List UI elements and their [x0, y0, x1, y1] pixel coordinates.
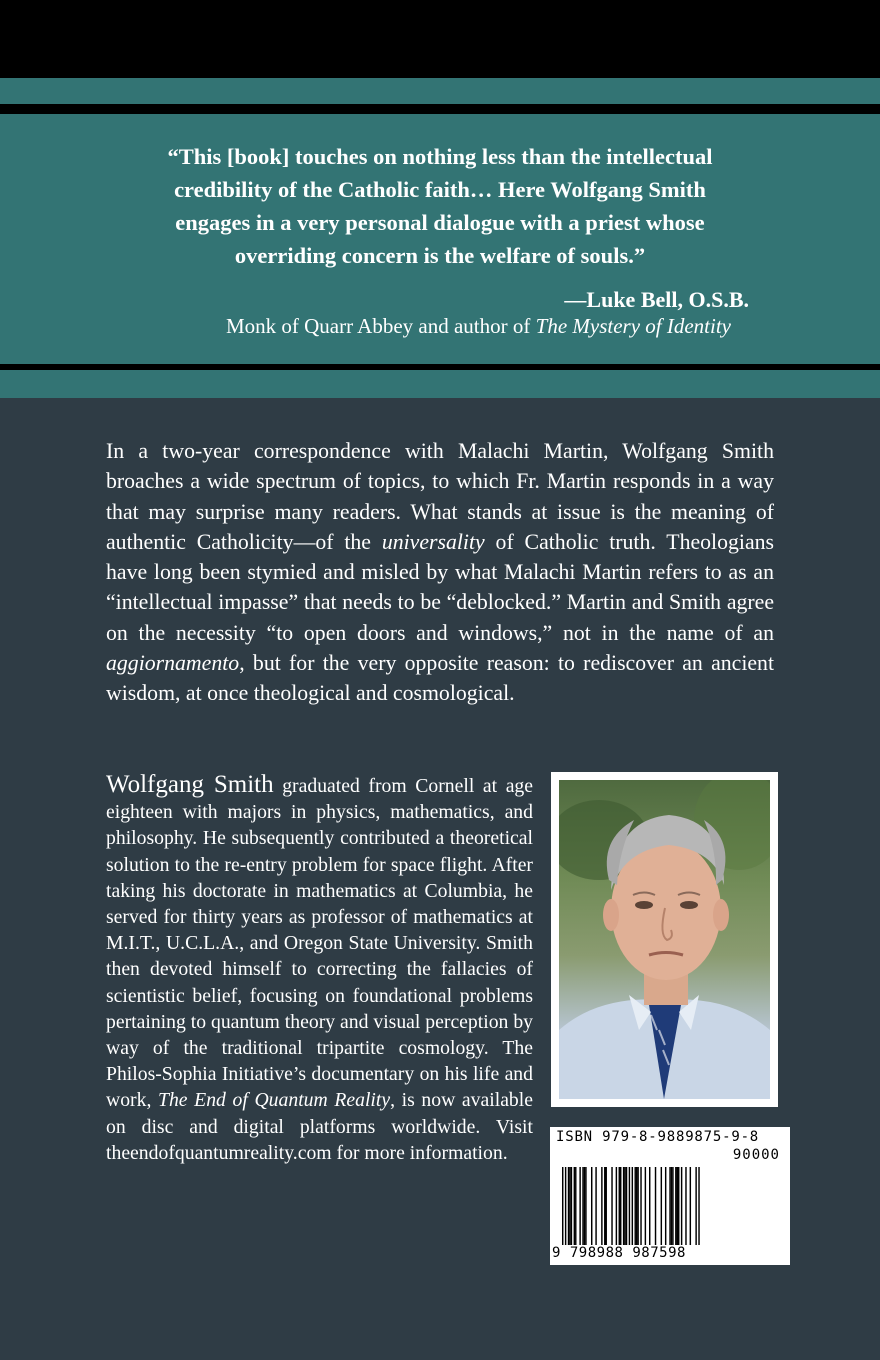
barcode-bar	[690, 1167, 691, 1245]
quote-line: engages in a very personal dialogue with a priest whose	[175, 210, 705, 235]
barcode-bar	[620, 1167, 621, 1245]
barcode-bar	[611, 1167, 612, 1245]
barcode-bar	[619, 1167, 620, 1245]
ean-number: 9 798988 987598	[552, 1245, 686, 1261]
endorser-book-title: The Mystery of Identity	[535, 314, 731, 338]
barcode-bar	[655, 1167, 656, 1245]
barcode-bar	[579, 1167, 580, 1245]
barcode-bar	[601, 1167, 602, 1245]
teal-stripe-top	[0, 78, 880, 104]
barcode-bar	[569, 1167, 570, 1245]
quote-line: overriding concern is the welfare of souls.”	[234, 243, 646, 268]
quote-line: credibility of the Catholic faith… Here Wolfgang Smith	[174, 177, 706, 202]
barcode-bar	[582, 1167, 583, 1245]
barcode-bar	[636, 1167, 637, 1245]
teal-stripe-bottom	[0, 370, 880, 398]
barcode-bar	[695, 1167, 696, 1245]
synopsis-text: of Catholic truth. Theologians have long been stymied and misled by what Malachi Martin refers to as an “intellectual impasse” that needs to be “deblocked.” Martin and Smith agree on the necessity “to open doors and windows,” not in the name of an	[106, 529, 775, 645]
top-black-band	[0, 0, 880, 78]
barcode-bar	[698, 1167, 699, 1245]
barcode-bar	[604, 1167, 605, 1245]
author-bio	[106, 772, 533, 1166]
author-photo	[559, 780, 770, 1099]
isbn-number: ISBN 979-8-9889875-9-8	[556, 1129, 760, 1145]
barcode-bar	[637, 1167, 638, 1245]
barcode-bar	[672, 1167, 673, 1245]
barcode-bar	[595, 1167, 596, 1245]
endorser-description	[120, 314, 731, 339]
endorser-role: Monk of Quarr Abbey and author of	[225, 314, 536, 338]
barcode-bar	[623, 1167, 624, 1245]
author-portrait-illustration	[559, 780, 770, 1099]
endorser-name: —Luke Bell, O.S.B.	[564, 287, 749, 312]
barcode-bar	[626, 1167, 627, 1245]
barcode-bar	[632, 1167, 633, 1245]
barcode-bar	[681, 1167, 682, 1245]
barcode-bar	[629, 1167, 630, 1245]
barcode-bar	[669, 1167, 670, 1245]
quote-line: “This [book] touches on nothing less than the intellectual	[167, 144, 713, 169]
barcode-bar	[616, 1167, 617, 1245]
barcode-bar	[585, 1167, 586, 1245]
barcode-bar	[575, 1167, 576, 1245]
barcode-bar	[685, 1167, 686, 1245]
barcode-bar	[591, 1167, 592, 1245]
author-name: Wolfgang Smith	[106, 771, 274, 798]
barcode-bar	[645, 1167, 646, 1245]
bio-text: , is now available on disc and digital platforms worldwide. Visit theendofquantumreality.com for more information.	[106, 1089, 533, 1164]
barcode-bar	[665, 1167, 666, 1245]
barcode-bar	[677, 1167, 678, 1245]
barcode-bar	[635, 1167, 636, 1245]
barcode-bar	[671, 1167, 672, 1245]
synopsis-text: , but for the very opposite reason: to rediscover an ancient wisdom, at once theological and cosmological.	[106, 651, 774, 706]
barcode-bar	[624, 1167, 625, 1245]
book-synopsis	[106, 436, 774, 709]
black-divider-top	[0, 104, 880, 114]
isbn-barcode	[550, 1127, 790, 1265]
barcode-bar	[661, 1167, 662, 1245]
barcode-bar	[574, 1167, 575, 1245]
barcode-bar	[565, 1167, 566, 1245]
barcode-bar	[678, 1167, 679, 1245]
barcode-bar	[649, 1167, 650, 1245]
barcode-bar	[562, 1167, 563, 1245]
barcode-bar	[640, 1167, 641, 1245]
bio-text: graduated from Cornell at age eighteen with majors in physics, mathematics, and philosophy. He subsequently contributed a theoretical solution to the re-entry problem for space flight. After taking his doctorate in mathematics at Columbia, he served for thirty years as professor of mathematics at M.I.T., U.C.L.A., and Oregon State University. Smith then devoted himself to correcting the fallacies of scientistic belief, focusing on foundational problems pertaining to quantum theory and visual perception by way of the traditional tripartite cosmology. The Philos-Sophia Initiative’s documentary on his life and work,	[106, 775, 534, 1112]
synopsis-italic: aggiornamento	[106, 651, 240, 676]
synopsis-text: In a two-year correspondence with Malachi Martin, Wolfgang Smith broaches a wide spectrum of topics, to which Fr. Martin responds in a way that may surprise many readers. What stands at issue is the meaning of authentic Catholicity—of the	[106, 439, 774, 554]
author-photo-frame	[551, 772, 778, 1107]
barcode-bar	[606, 1167, 607, 1245]
barcode-bar	[584, 1167, 585, 1245]
endorsement-quote	[100, 140, 780, 272]
barcode-bar	[675, 1167, 676, 1245]
barcode-bar	[571, 1167, 572, 1245]
barcode-bar	[568, 1167, 569, 1245]
documentary-title: The End of Quantum Reality	[158, 1089, 391, 1112]
price-code: 90000	[732, 1147, 780, 1163]
synopsis-italic: universality	[381, 529, 485, 554]
